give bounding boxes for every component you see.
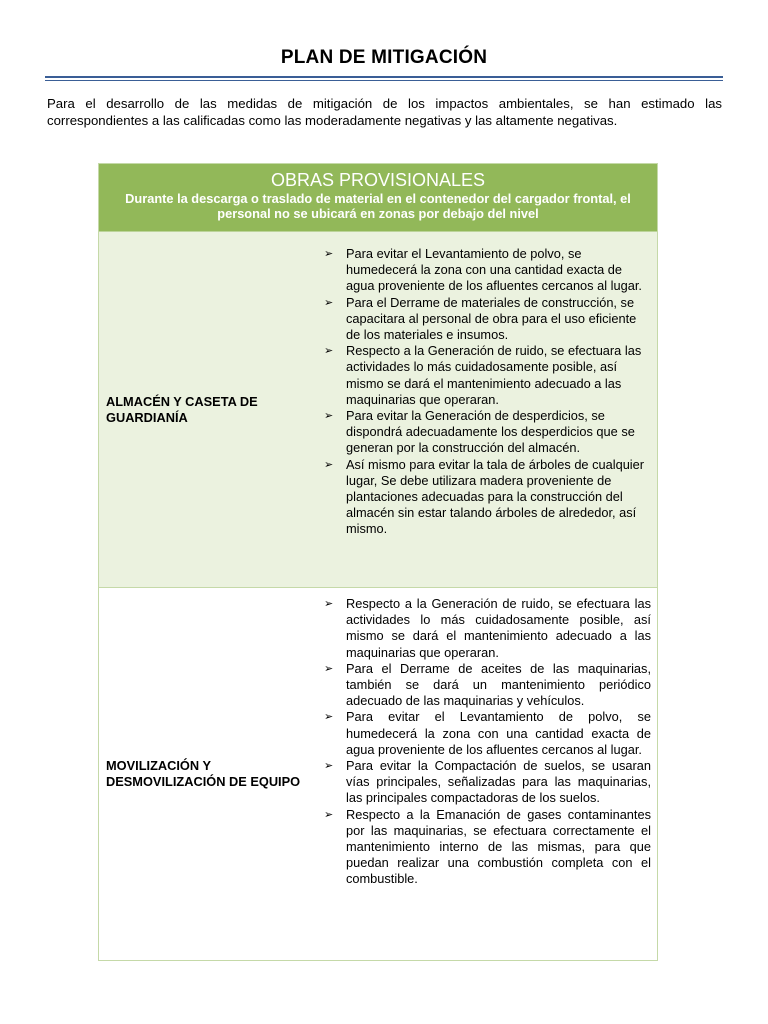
list-item: ➢ Para evitar la Generación de desperdicios, se dispondrá adecuadamente los desperdicios que se generan por la construcción del almacén. (324, 408, 635, 456)
list-item: ➢ Respecto a la Generación de ruido, se efectuara las actividades lo más cuidadosamente posible, así mismo se dará el mantenimiento adecuado a las maquinarias que operaran. (324, 343, 642, 407)
arrowhead-bullet-icon: ➢ (324, 248, 334, 260)
table-row (99, 232, 657, 588)
row-label-cell (99, 588, 320, 960)
row-measures-cell (320, 232, 657, 587)
table-header-subtitle: Durante la descarga o traslado de material en el contenedor del cargador frontal, el personal no se ubicará en zonas por debajo del nivel (125, 191, 631, 221)
arrowhead-bullet-icon: ➢ (324, 662, 334, 675)
measures-list (320, 246, 657, 538)
list-item: ➢ Para el Derrame de materiales de construcción, se capacitara al personal de obra para el uso eficiente de los materiales e insumos. (324, 294, 637, 343)
list-item: ➢ Para evitar la Compactación de suelos, se usaran vías principales, señalizadas para las maquinarias, las principales compactadoras de los suelos. (324, 758, 651, 806)
list-item: ➢ Así mismo para evitar la tala de árboles de cualquier lugar, Se debe utilizara madera proveniente de plantaciones adecuadas para la construcción del almacén sin estar talando árboles de alrededor, así mismo. (324, 456, 645, 537)
arrowhead-bullet-icon: ➢ (324, 296, 334, 309)
page-title: PLAN DE MITIGACIÓN (280, 47, 488, 68)
table-header (99, 164, 657, 232)
mitigation-table (98, 163, 658, 961)
list-item: ➢ Para evitar el Levantamiento de polvo, se humedecerá la zona con una cantidad exacta de agua proveniente de los afluentes cercanos al lugar. (324, 246, 642, 294)
row-label: MOVILIZACIÓN Y DESMOVILIZACIÓN DE EQUIPO (106, 758, 301, 789)
row-label-cell (99, 232, 320, 587)
list-item: ➢ Respecto a la Generación de ruido, se efectuara las actividades lo más cuidadosamente posible, así mismo se dará el mantenimiento adecuado a las maquinarias que operaran. (324, 596, 651, 660)
arrowhead-bullet-icon: ➢ (324, 345, 334, 358)
arrowhead-bullet-icon: ➢ (324, 410, 334, 423)
intro-paragraph: Para el desarrollo de las medidas de mitigación de los impactos ambientales, se han estimado las correspondientes a las calificadas como las moderadamente negativas y las altamente negativas. (47, 96, 722, 128)
table-row (99, 588, 657, 960)
arrowhead-bullet-icon: ➢ (324, 458, 334, 471)
list-item: ➢ Para evitar el Levantamiento de polvo, se humedecerá la zona con una cantidad exacta de agua proveniente de los afluentes cercanos al lugar. (324, 709, 651, 757)
arrowhead-bullet-icon: ➢ (324, 711, 334, 724)
table-header-title: OBRAS PROVISIONALES (270, 170, 486, 190)
arrowhead-bullet-icon: ➢ (324, 598, 334, 610)
row-measures-cell (320, 588, 657, 960)
list-item: ➢ Respecto a la Emanación de gases contaminantes por las maquinarias, se efectuara correctamente el mantenimiento interno de las mismas, para que puedan realizar una combustión completa con el combustible. (324, 806, 651, 887)
title-divider (45, 76, 723, 78)
row-label: ALMACÉN Y CASETA DE GUARDIANÍA (106, 393, 258, 425)
arrowhead-bullet-icon: ➢ (324, 808, 334, 821)
measures-list (320, 596, 657, 888)
list-item: ➢ Para el Derrame de aceites de las maquinarias, también se dará un mantenimiento periódico adecuado de las maquinarias y vehículos. (324, 660, 651, 709)
arrowhead-bullet-icon: ➢ (324, 760, 334, 773)
title-divider-thin (45, 80, 723, 81)
